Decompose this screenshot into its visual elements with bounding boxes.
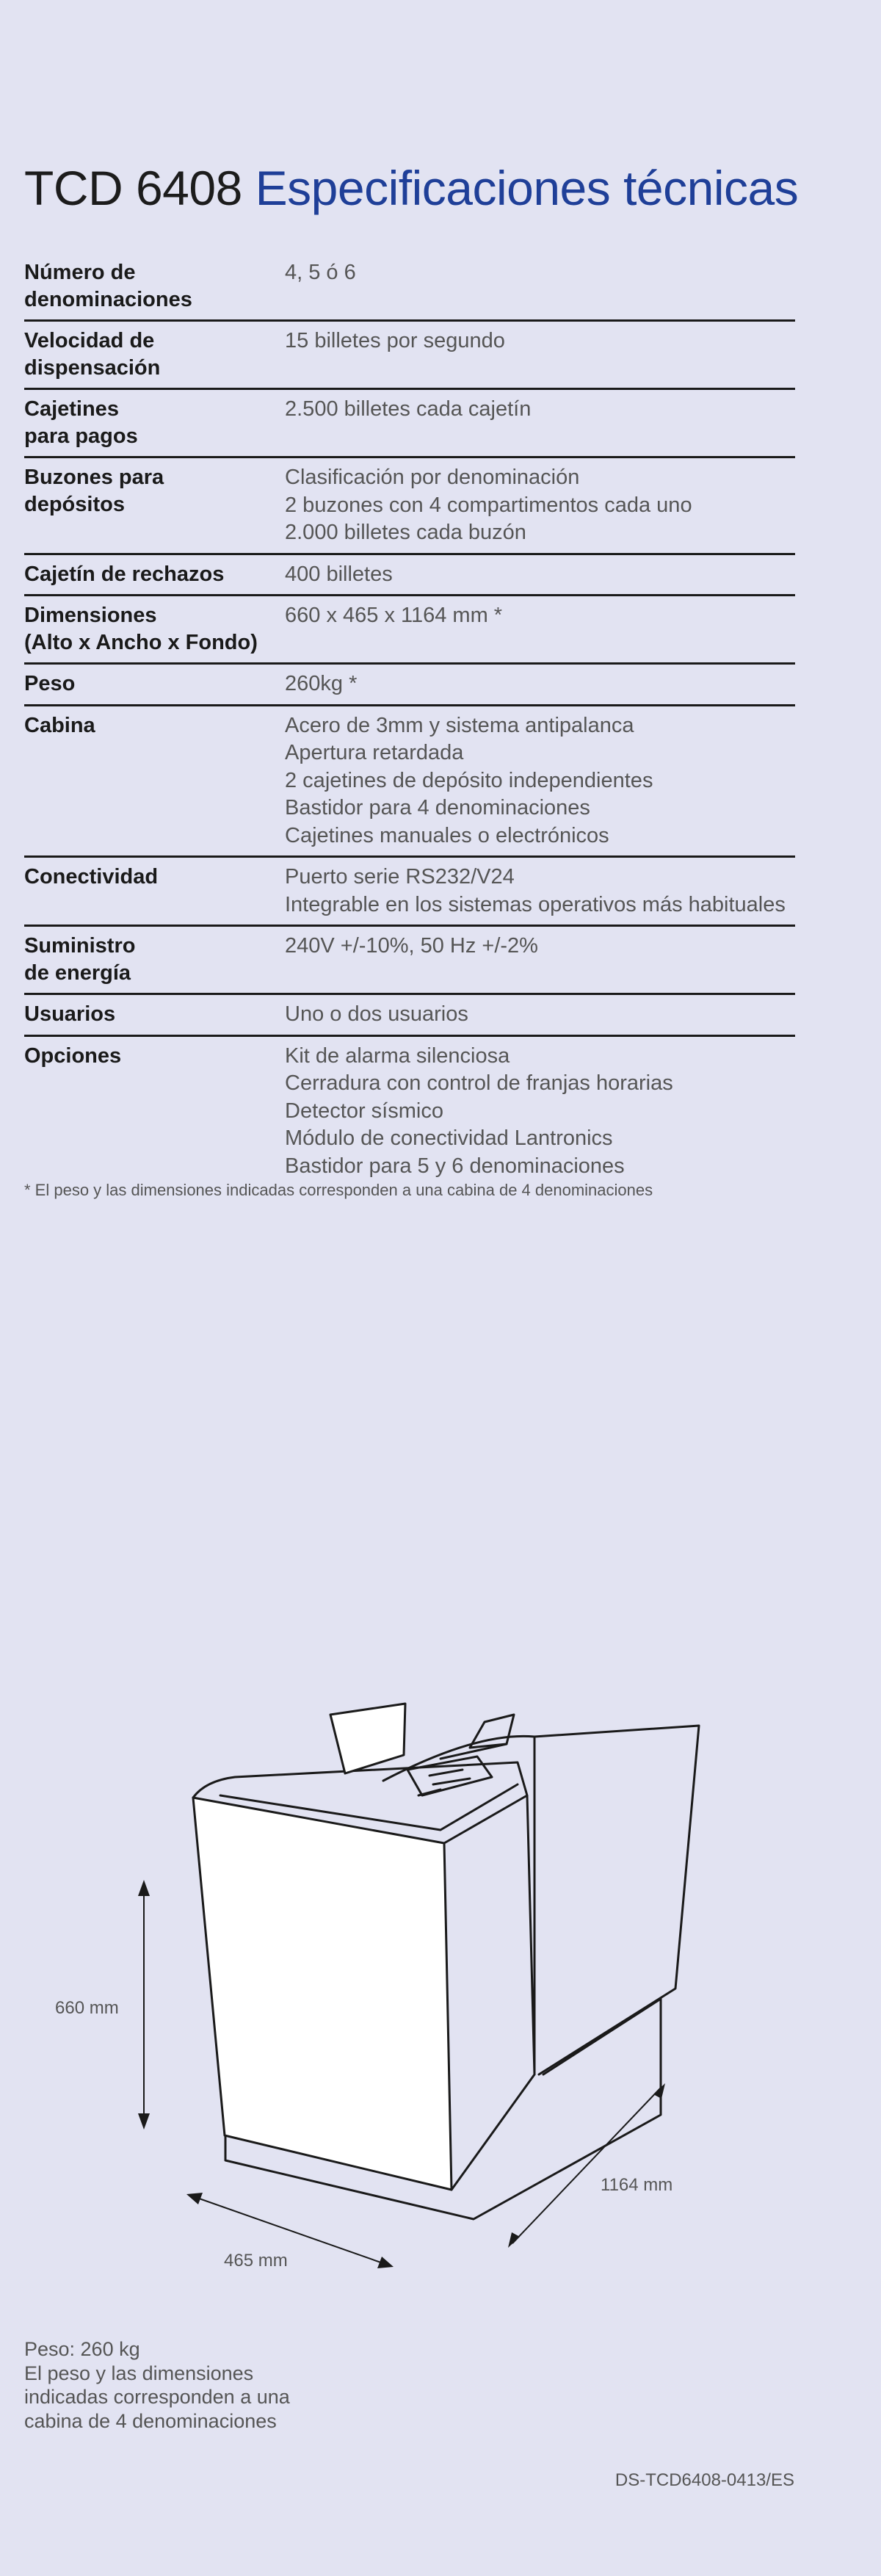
height-arrow-bottom [138, 2113, 150, 2130]
spec-value-line: Módulo de conectividad Lantronics [285, 1126, 613, 1150]
spec-value [285, 1001, 795, 1029]
spec-label [24, 933, 285, 987]
spec-row [24, 995, 795, 1037]
title-subtitle: Especificaciones técnicas [255, 161, 799, 215]
spec-value-line: 2.000 billetes cada buzón [285, 521, 526, 544]
spec-row [24, 322, 795, 390]
spec-value [285, 602, 795, 656]
spec-label-line: Peso [24, 672, 76, 695]
spec-row [24, 927, 795, 995]
machine-drawing [0, 1674, 881, 2306]
spec-label [24, 602, 285, 656]
spec-label-line: Cabina [24, 713, 95, 737]
spec-value [285, 1043, 795, 1181]
spec-value-line: Bastidor para 4 denominaciones [285, 796, 590, 820]
spec-label [24, 1043, 285, 1181]
spec-label-line: Cajetines [24, 397, 119, 421]
spec-value [285, 328, 795, 382]
footnote: * El peso y las dimensiones indicadas corresponden a una cabina de 4 denominaciones [24, 1181, 653, 1199]
weight-note [24, 2337, 290, 2433]
spec-row [24, 253, 795, 322]
spec-value-line: Bastidor para 5 y 6 denominaciones [285, 1154, 625, 1178]
spec-label-line: Usuarios [24, 1002, 116, 1026]
spec-label-line: Opciones [24, 1043, 122, 1068]
spec-value-line: 2 cajetines de depósito independientes [285, 768, 653, 792]
spec-value-line: Apertura retardada [285, 741, 464, 764]
document-code: DS-TCD6408-0413/ES [614, 2470, 794, 2490]
spec-label-line: Cajetín de rechazos [24, 562, 225, 586]
specs-table [24, 253, 795, 1186]
spec-label-line: para pagos [24, 424, 138, 448]
machine-side-right [534, 1726, 699, 2074]
spec-label-line: Velocidad de [24, 329, 155, 352]
spec-label-line: Número de [24, 261, 136, 284]
spec-value-line: 2 buzones con 4 compartimentos cada uno [285, 493, 692, 517]
spec-label [24, 864, 285, 919]
weight-note-line: cabina de 4 denominaciones [24, 2409, 277, 2432]
spec-label-line: depósitos [24, 493, 125, 516]
spec-row [24, 390, 795, 458]
spec-value [285, 259, 795, 314]
spec-value-line: Uno o dos usuarios [285, 1002, 468, 1026]
width-arrow-right [377, 2257, 394, 2268]
spec-value-line: Kit de alarma silenciosa [285, 1043, 510, 1068]
machine-front-side [444, 1795, 534, 2190]
weight-note-line: indicadas corresponden a una [24, 2386, 290, 2408]
spec-row [24, 458, 795, 555]
spec-label-line: Buzones para [24, 466, 164, 489]
spec-label-line: dispensación [24, 356, 161, 380]
spec-value-line: 4, 5 ó 6 [285, 261, 356, 284]
spec-value-line: 400 billetes [285, 562, 393, 586]
spec-value-line: Detector sísmico [285, 1099, 443, 1123]
spec-label [24, 561, 285, 589]
spec-row [24, 1037, 795, 1187]
spec-value [285, 712, 795, 850]
deposit-tray [330, 1704, 405, 1773]
spec-label [24, 259, 285, 314]
spec-label-line: Suministro [24, 934, 136, 958]
spec-value-line: 260kg * [285, 672, 358, 695]
width-label: 465 mm [224, 2251, 288, 2271]
page-title [24, 160, 798, 216]
spec-label [24, 712, 285, 850]
spec-value-line: Clasificación por denominación [285, 466, 580, 489]
spec-label [24, 1001, 285, 1029]
spec-value-line: Acero de 3mm y sistema antipalanca [285, 713, 634, 737]
depth-label: 1164 mm [601, 2175, 673, 2195]
spec-label-line: (Alto x Ancho x Fondo) [24, 631, 258, 654]
spec-value-line: 660 x 465 x 1164 mm * [285, 604, 503, 627]
spec-label-line: Dimensiones [24, 604, 157, 627]
spec-row [24, 596, 795, 665]
spec-label-line: denominaciones [24, 288, 192, 311]
spec-label [24, 396, 285, 450]
weight-note-line: Peso: 260 kg [24, 2338, 140, 2360]
spec-value [285, 464, 795, 547]
spec-value-line: 2.500 billetes cada cajetín [285, 397, 532, 421]
spec-value-line: Cerradura con control de franjas horarias [285, 1071, 673, 1095]
spec-value-line: 240V +/-10%, 50 Hz +/-2% [285, 934, 538, 958]
spec-label-line: Conectividad [24, 865, 159, 889]
height-label: 660 mm [55, 1998, 119, 2018]
spec-value [285, 864, 795, 919]
depth-arrow-left [508, 2232, 520, 2248]
spec-value-line: Puerto serie RS232/V24 [285, 865, 515, 889]
model-name: TCD 6408 [24, 161, 242, 215]
spec-row [24, 706, 795, 858]
width-arrow-left [186, 2193, 203, 2204]
spec-value [285, 670, 795, 698]
spec-value [285, 396, 795, 450]
spec-value [285, 561, 795, 589]
spec-label [24, 464, 285, 547]
weight-note-line: El peso y las dimensiones [24, 2362, 254, 2384]
height-arrow-top [138, 1880, 150, 1896]
spec-value-line: 15 billetes por segundo [285, 329, 505, 352]
spec-value-line: Integrable en los sistemas operativos más habituales [285, 892, 786, 916]
spec-row [24, 858, 795, 927]
depth-arrow-right [653, 2083, 665, 2099]
spec-row [24, 555, 795, 597]
spec-value [285, 933, 795, 987]
spec-label-line: de energía [24, 961, 131, 985]
spec-value-line: Cajetines manuales o electrónicos [285, 823, 609, 847]
spec-label [24, 328, 285, 382]
spec-row [24, 665, 795, 706]
machine-front [193, 1798, 452, 2190]
spec-label [24, 670, 285, 698]
